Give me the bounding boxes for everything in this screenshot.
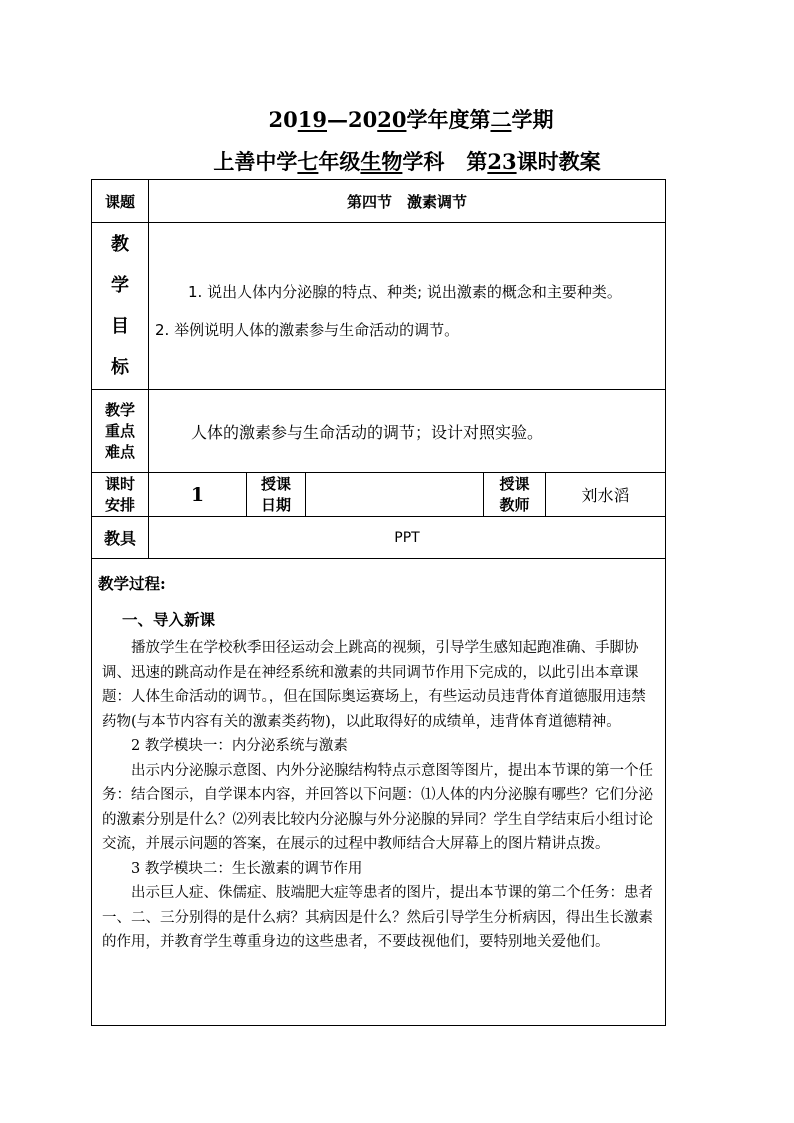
key-points-row bbox=[92, 390, 666, 473]
subject-suffix: 学科 bbox=[402, 149, 445, 174]
hours-label: 课时 安排 bbox=[92, 473, 149, 517]
tools-label: 教具 bbox=[92, 517, 149, 559]
process-heading: 教学过程: bbox=[98, 574, 166, 593]
year-start-blank: 19 bbox=[297, 107, 327, 132]
schedule-row bbox=[92, 473, 666, 517]
objectives-content bbox=[149, 223, 666, 390]
objective-1: 1. 说出人体内分泌腺的特点、种类; 说出激素的概念和主要种类。 bbox=[188, 283, 622, 301]
lesson-blank: 23 bbox=[487, 149, 517, 174]
module1-text: 出示内分泌腺示意图、内外分泌腺结构特点示意图等图片，提出本节课的第一个任务：结合图示，自学课本内容，并回答以下问题：⑴人体的内分泌腺有哪些？它们分泌的激素分别是什么？⑵列表比较内分泌腺与外分泌腺的异同？学生自学结束后小组讨论交流，并展示问题的答案，在展示的过程中教师结合大屏幕上的图片精讲点拨。 bbox=[102, 762, 653, 852]
lesson-plan-table bbox=[91, 179, 666, 1026]
topic-label: 课题 bbox=[92, 180, 149, 223]
term-blank: 二 bbox=[490, 107, 512, 132]
teacher-value: 刘水滔 bbox=[546, 473, 666, 517]
grade-blank: 七 bbox=[297, 149, 319, 174]
lesson-title bbox=[10, 146, 794, 176]
subject-blank: 生物 bbox=[360, 149, 403, 174]
tools-row bbox=[92, 517, 666, 559]
tools-value: PPT bbox=[149, 517, 666, 559]
term-title bbox=[14, 104, 794, 134]
process-row bbox=[92, 559, 666, 1026]
module2-text: 出示巨人症、侏儒症、肢端肥大症等患者的图片，提出本节课的第二个任务：患者一、二、三分别得的是什么病？其病因是什么？然后引导学生分析病因，得出生长激素的作用，并教育学生尊重身边的这些患者，不要歧视他们，要特别地关爱他们。 bbox=[102, 885, 653, 950]
key-points-label: 教学 重点 难点 bbox=[92, 390, 149, 473]
hours-value: 1 bbox=[149, 473, 247, 517]
year-start: 20 bbox=[268, 107, 298, 132]
teacher-label: 授课 教师 bbox=[484, 473, 546, 517]
module2-title: 3 教学模块二：生长激素的调节作用 bbox=[131, 860, 363, 877]
term-suffix: 学期 bbox=[511, 107, 554, 132]
grade-suffix: 年级 bbox=[318, 149, 361, 174]
process-content bbox=[92, 559, 666, 1026]
section1-text: 播放学生在学校秋季田径运动会上跳高的视频，引导学生感知起跑准确、手脚协调、迅速的跳高动作是在神经系统和激素的共同调节作用下完成的，以此引出本章课题：人体生命活动的调节。，但在国际奥运赛场上，有些运动员违背体育道德服用违禁药物(与本节内容有关的激素类药物)，以此取得好的成绩单，违背体育道德精神。 bbox=[102, 640, 646, 730]
objectives-label: 教 学 目 标 bbox=[92, 223, 149, 390]
date-value bbox=[306, 473, 484, 517]
objective-2: 2. 举例说明人体的激素参与生命活动的调节。 bbox=[155, 321, 460, 339]
year-suffix: 学年度第 bbox=[406, 107, 491, 132]
year-end-blank: 20 bbox=[377, 107, 407, 132]
lesson-prefix: 第 bbox=[466, 149, 488, 174]
objectives-row bbox=[92, 223, 666, 390]
topic-value: 第四节 激素调节 bbox=[149, 180, 666, 223]
module1-title: 2 教学模块一：内分泌系统与激素 bbox=[131, 738, 348, 754]
school-name: 上善中学 bbox=[213, 149, 298, 174]
topic-row bbox=[92, 180, 666, 223]
key-points-value: 人体的激素参与生命活动的调节；设计对照实验。 bbox=[149, 390, 666, 473]
lesson-suffix: 课时教案 bbox=[516, 149, 601, 174]
date-label: 授课 日期 bbox=[247, 473, 306, 517]
year-end: 20 bbox=[348, 107, 378, 132]
year-dash: — bbox=[327, 107, 348, 132]
section1-title: 一、导入新课 bbox=[122, 610, 216, 629]
